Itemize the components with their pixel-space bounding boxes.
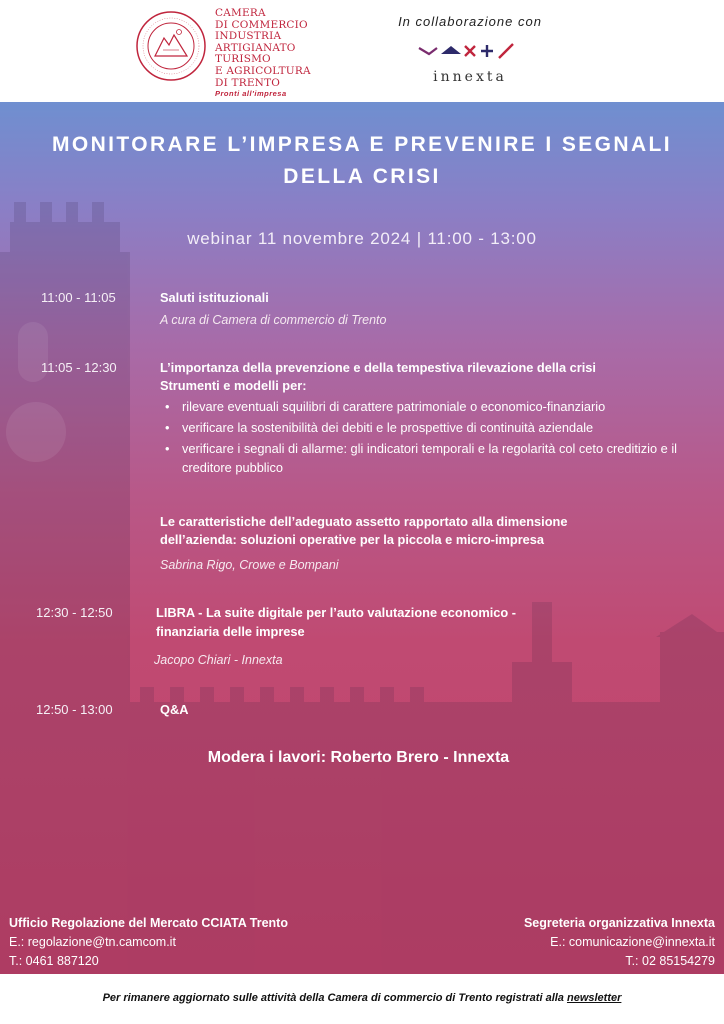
chamber-name-line: TURISMO <box>215 53 271 66</box>
event-title <box>0 129 724 193</box>
event-date-time: webinar 11 novembre 2024 | 11:00 - 13:00 <box>187 229 537 248</box>
session-time: 12:50 - 13:00 <box>36 702 113 717</box>
session-time: 11:05 - 12:30 <box>41 360 117 375</box>
session-time: 11:00 - 11:05 <box>41 290 116 305</box>
contact-phone[interactable]: T.: 0461 887120 <box>9 954 99 968</box>
contact-name: Segreteria organizzativa Innexta <box>523 916 715 930</box>
chamber-name-line: INDUSTRIA <box>215 30 282 43</box>
chamber-name-line: ARTIGIANATO <box>215 41 296 54</box>
moderator: Modera i lavori: Roberto Brero - Innexta <box>207 749 510 766</box>
header <box>0 0 724 102</box>
event-title-line: MONITORARE L’IMPRESA E PREVENIRE I SEGNALI <box>51 133 673 156</box>
contact-name: Ufficio Regolazione del Mercato CCIATA Trento <box>9 916 288 930</box>
session-title: dell’azienda: soluzioni operative per la piccola e micro-impresa <box>160 532 545 547</box>
session-subtitle: Strumenti e modelli per: <box>160 378 307 393</box>
chamber-name <box>215 8 311 89</box>
newsletter-link[interactable]: newsletter <box>566 992 622 1004</box>
topic-item: • verificare i segnali di allarme: gli indicatori temporali e la regolarità col ceto creditizio e il creditore pubblico <box>165 439 685 477</box>
chamber-tagline: Pronti all'impresa <box>215 89 287 98</box>
footer <box>0 974 724 1024</box>
session-title: L’importanza della prevenzione e della tempestiva rilevazione della crisi <box>160 360 596 375</box>
session-title: Q&A <box>160 702 189 717</box>
topic-item: • rilevare eventuali squilibri di carattere patrimoniale o economico-finanziario <box>165 397 685 416</box>
contact-email[interactable]: E.: regolazione@tn.camcom.it <box>9 935 176 949</box>
session-speaker: A cura di Camera di commercio di Trento <box>160 313 387 327</box>
main-panel <box>0 102 724 974</box>
chamber-name-line: CAMERA <box>215 7 266 19</box>
collaboration-label: In collaborazione con <box>398 14 542 29</box>
contact-email[interactable]: E.: comunicazione@innexta.it <box>550 935 715 949</box>
innexta-logo-icon <box>415 40 519 64</box>
newsletter-note <box>0 992 724 1004</box>
newsletter-text: Per rimanere aggiornato sulle attività della Camera di commercio di Trento registrati alla <box>102 992 564 1004</box>
chamber-name-line: DI TRENTO <box>215 76 281 89</box>
partner-name: innexta <box>433 69 507 85</box>
contact-phone[interactable]: T.: 02 85154279 <box>625 954 715 968</box>
contact-left <box>9 914 288 971</box>
session-title: LIBRA - La suite digitale per l’auto valutazione economico - <box>156 605 517 620</box>
chamber-name-line: E AGRICOLTURA <box>215 64 311 77</box>
session-title: Saluti istituzionali <box>160 290 269 305</box>
session-time: 12:30 - 12:50 <box>36 605 113 620</box>
session-speaker: Sabrina Rigo, Crowe e Bompani <box>160 558 339 572</box>
session-title: finanziaria delle imprese <box>156 624 305 639</box>
topic-item: • verificare la sostenibilità dei debiti e le prospettive di continuità aziendale <box>165 418 685 437</box>
session-topics <box>165 397 685 479</box>
chamber-name-line: DI COMMERCIO <box>215 18 308 31</box>
event-title-line: DELLA CRISI <box>283 165 441 188</box>
session-speaker: Jacopo Chiari - Innexta <box>154 653 283 667</box>
chamber-seal-logo <box>135 10 207 82</box>
contact-right <box>524 914 715 971</box>
session-title: Le caratteristiche dell’adeguato assetto rapportato alla dimensione <box>160 514 568 529</box>
